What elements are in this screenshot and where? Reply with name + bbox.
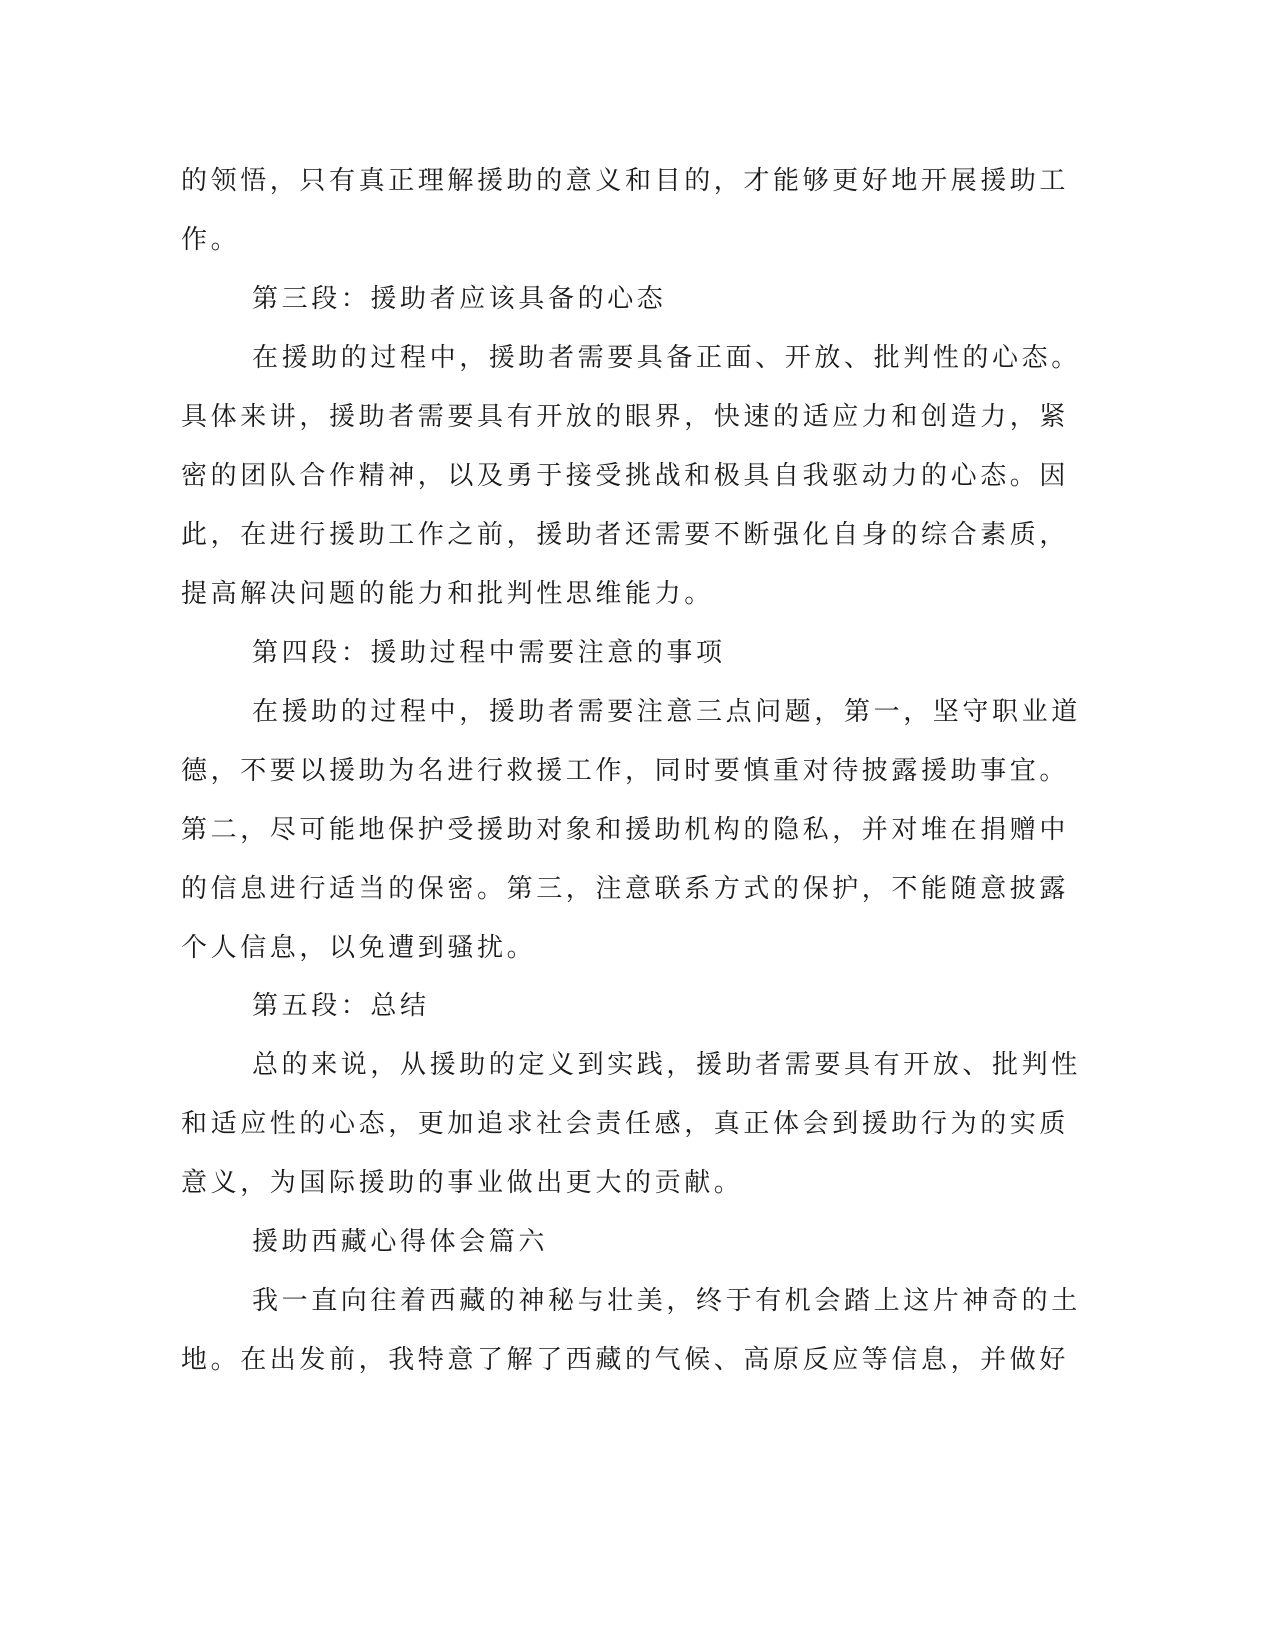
text-line: 作。 [181,225,241,255]
text-line: 德，不要以援助为名进行救援工作，同时要慎重对待披露援助事宜。 [181,756,1070,786]
text-line: 在援助的过程中，援助者需要具备正面、开放、批判性的心态。 [252,343,1081,373]
text-line: 总的来说，从援助的定义到实践，援助者需要具有开放、批判性 [252,1050,1081,1080]
section-heading: 援助西藏心得体会篇六 [252,1227,549,1257]
text-line: 我一直向往着西藏的神秘与壮美，终于有机会踏上这片神奇的土 [252,1286,1081,1316]
text-line: 个人信息，以免遭到骚扰。 [181,933,537,963]
text-line: 地。在出发前，我特意了解了西藏的气候、高原反应等信息，并做好 [181,1345,1070,1375]
text-line: 和适应性的心态，更加追求社会责任感，真正体会到援助行为的实质 [181,1109,1070,1139]
text-line: 在援助的过程中，援助者需要注意三点问题，第一，坚守职业道 [252,697,1081,727]
text-line: 此，在进行援助工作之前，援助者还需要不断强化自身的综合素质， [181,520,1070,550]
section-heading: 第三段：援助者应该具备的心态 [252,284,667,314]
text-line: 提高解决问题的能力和批判性思维能力。 [181,579,714,609]
text-line: 密的团队合作精神，以及勇于接受挑战和极具自我驱动力的心态。因 [181,461,1070,491]
text-line: 的信息进行适当的保密。第三，注意联系方式的保护，不能随意披露 [181,874,1070,904]
text-line: 具体来讲，援助者需要具有开放的眼界，快速的适应力和创造力，紧 [181,402,1070,432]
text-line: 的领悟，只有真正理解援助的意义和目的，才能够更好地开展援助工 [181,166,1070,196]
section-heading: 第四段：援助过程中需要注意的事项 [252,638,726,668]
text-line: 第二，尽可能地保护受援助对象和援助机构的隐私，并对堆在捐赠中 [181,815,1070,845]
text-line: 意义，为国际援助的事业做出更大的贡献。 [181,1168,744,1198]
section-heading: 第五段：总结 [252,991,430,1021]
